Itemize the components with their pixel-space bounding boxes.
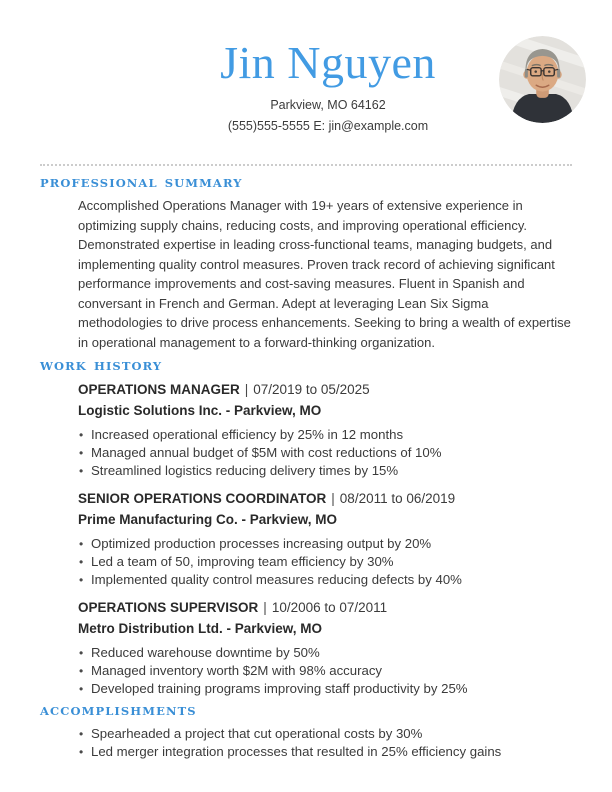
section-heading-work-history: WORK HISTORY (40, 359, 163, 373)
job-bullet: • Managed inventory worth $2M with 98% accuracy (78, 662, 572, 680)
job-dates: 10/2006 to 07/2011 (271, 600, 388, 615)
job-title-line (78, 490, 572, 508)
title-date-separator: | (263, 600, 267, 615)
job-title: OPERATIONS SUPERVISOR (78, 600, 259, 615)
job-bullet: • Led a team of 50, improving team efficiency by 30% (78, 553, 572, 571)
job-title-line (78, 381, 572, 399)
accomplishment-bullet: • Led merger integration processes that resulted in 25% efficiency gains (78, 743, 572, 761)
headshot-illustration (499, 36, 586, 123)
job-bullet-list (78, 426, 572, 480)
job-bullet-list (78, 644, 572, 698)
job-bullet: • Developed training programs improving staff productivity by 25% (78, 680, 572, 698)
resume-body (40, 173, 572, 761)
header-divider (40, 164, 572, 166)
job-bullet: • Optimized production processes increasing output by 20% (78, 535, 572, 553)
job-dates: 07/2019 to 05/2025 (253, 382, 370, 397)
candidate-name: Jin Nguyen (220, 37, 436, 88)
job-entry-operations-manager (78, 381, 572, 480)
job-title-line (78, 599, 572, 617)
phone-email-line: (555)555-5555 E: jin@example.com (227, 119, 429, 133)
address-line: Parkview, MO 64162 (270, 98, 386, 112)
summary-paragraph: Accomplished Operations Manager with 19+ years of extensive experience in optimizing supply chains, reducing costs, and improving operational efficiency. Demonstrated expertise in leading cross-functional teams, managing budgets, and implementing quality control measures. Proven track record of achieving significant performance improvements and cost-saving measures. Fluent in Spanish and conversant in French and German. Adept at leveraging Lean Six Sigma methodologies to drive process enhancements. Seeking to bring a wealth of expertise in operational management to a forward-thinking organization. (78, 198, 571, 350)
job-bullet-list (78, 535, 572, 589)
job-company: Prime Manufacturing Co. - Parkview, MO (78, 512, 338, 527)
job-title: SENIOR OPERATIONS COORDINATOR (78, 491, 327, 506)
profile-photo (499, 36, 586, 123)
title-date-separator: | (331, 491, 335, 506)
title-date-separator: | (244, 382, 249, 397)
accomplishment-bullet: • Spearheaded a project that cut operational costs by 30% (78, 725, 572, 743)
job-bullet: • Managed annual budget of $5M with cost reductions of 10% (78, 444, 572, 462)
job-bullet: • Increased operational efficiency by 25% in 12 months (78, 426, 572, 444)
job-bullet: • Streamlined logistics reducing delivery times by 15% (78, 462, 572, 480)
job-bullet: • Reduced warehouse downtime by 50% (78, 644, 572, 662)
job-dates: 08/2011 to 06/2019 (339, 491, 456, 506)
section-heading-professional-summary: PROFESSIONAL SUMMARY (40, 176, 243, 190)
accomplishments-bullet-list (78, 725, 572, 761)
job-title: OPERATIONS MANAGER (78, 382, 240, 397)
job-entry-senior-operations-coordinator (78, 490, 572, 589)
job-company: Metro Distribution Ltd. - Parkview, MO (78, 621, 323, 636)
job-entry-operations-supervisor (78, 599, 572, 698)
job-company: Logistic Solutions Inc. - Parkview, MO (78, 403, 322, 418)
section-heading-accomplishments: ACCOMPLISHMENTS (40, 704, 197, 718)
job-bullet: • Implemented quality control measures reducing defects by 40% (78, 571, 572, 589)
